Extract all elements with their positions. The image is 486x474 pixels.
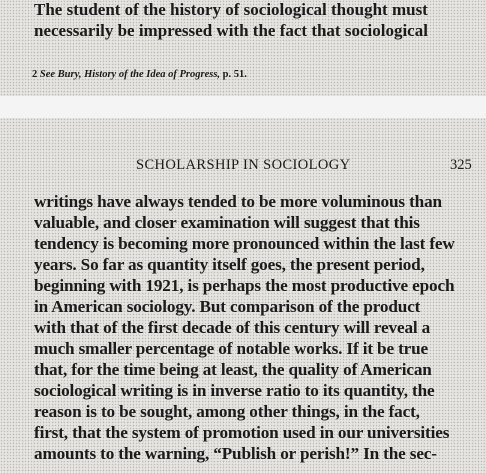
text-line: necessarily be impressed with the fact that sociological [34, 21, 428, 40]
text-line: sociological writing is in inverse ratio to its quantity, the [34, 381, 435, 400]
text-line: in American sociology. But comparison of the product [34, 297, 421, 316]
text-line: with that of the first decade of this century will reveal a [34, 318, 431, 337]
text-line: amounts to the warning, “Publish or perish!” In the sec- [34, 444, 437, 463]
text-line: reason is to be sought, among other things, in the fact, [34, 402, 420, 421]
footnote-prefix: See Bury, [39, 69, 82, 80]
text-line: writings have always tended to be more voluminous than [34, 192, 442, 211]
running-head: SCHOLARSHIP IN SOCIOLOGY [136, 157, 351, 173]
footnote [32, 69, 247, 80]
previous-page-fragment [0, 0, 486, 96]
text-line: that, for the time being at least, the quality of American [34, 360, 432, 379]
footnote-title: History of the Idea of Progress, [84, 69, 221, 80]
text-line: valuable, and closer examination will suggest that this [34, 213, 420, 232]
text-line: The student of the history of sociological thought must [34, 0, 428, 19]
page-gap [0, 96, 486, 118]
text-line: tendency is becoming more pronounced within the last few [34, 234, 455, 253]
page-325 [0, 118, 486, 474]
footnote-marker: 2 [32, 69, 38, 80]
text-line: much smaller percentage of notable works. If it be true [34, 339, 429, 358]
text-line: first, that the system of promotion used in our universities [34, 423, 450, 442]
footnote-suffix: p. 51. [222, 69, 247, 80]
text-line: years. So far as quantity itself goes, the present period, [34, 255, 425, 274]
text-line: beginning with 1921, is perhaps the most productive epoch [34, 276, 455, 295]
page-number: 325 [450, 157, 472, 173]
